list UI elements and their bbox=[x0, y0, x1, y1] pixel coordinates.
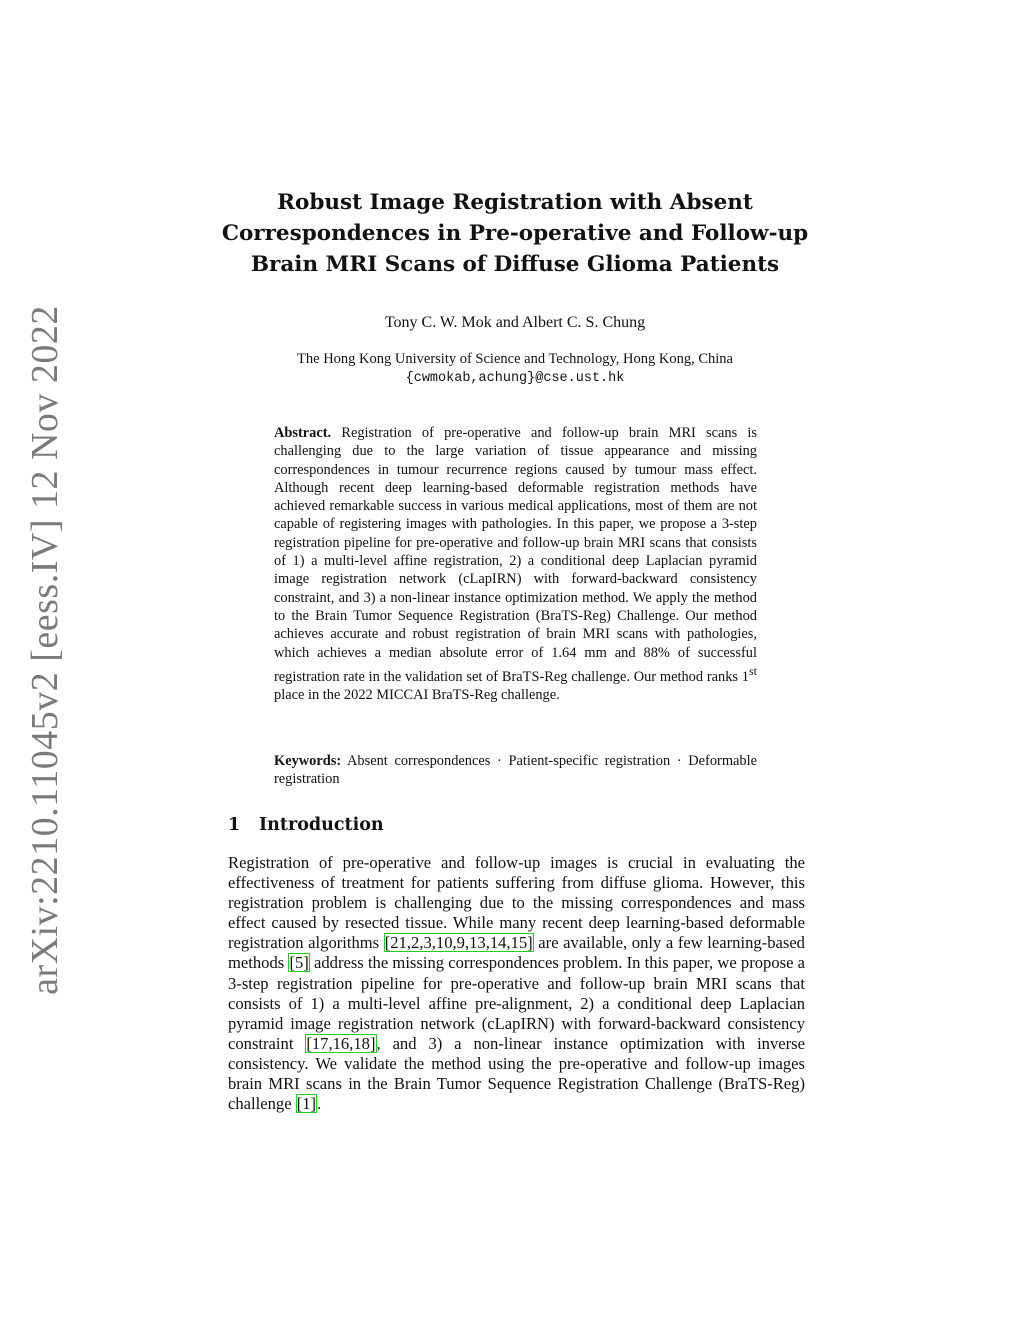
intro-text: are available, only a few learning-based methods bbox=[228, 933, 805, 973]
intro-text: address the missing correspondences problem. In this paper, we propose a 3-step registration pipeline for pre-operative and follow-up brain MRI scans that consists of 1) a multi-level affine pre-alignment, 2) a conditional deep Laplacian pyramid image registration network (cLapIRN) with forward-backward consistency constraint bbox=[228, 953, 805, 1053]
section-heading bbox=[228, 815, 384, 835]
abstract bbox=[274, 424, 757, 704]
section-number: 1 bbox=[228, 815, 241, 835]
paper-title bbox=[180, 187, 850, 280]
intro-text: , and 3) a non-linear instance optimization with inverse consistency. We validate the method using the pre-operative and follow-up images brain MRI scans in the Brain Tumor Sequence Registration Challenge (BraTS-Reg) challenge bbox=[228, 1033, 805, 1114]
keywords-label: Keywords: bbox=[274, 753, 342, 769]
email[interactable]: {cwmokab,achung}@cse.ust.hk bbox=[405, 371, 625, 386]
title-line: Correspondences in Pre-operative and Follow-up bbox=[221, 221, 809, 246]
citation-link[interactable]: [1] bbox=[296, 1094, 317, 1114]
abstract-superscript: st bbox=[748, 663, 757, 678]
keywords bbox=[274, 752, 757, 789]
title-line: Brain MRI Scans of Diffuse Glioma Patients bbox=[250, 252, 780, 277]
abstract-text: Registration of pre-operative and follow-up brain MRI scans is challenging due to the large variation of tissue appearance and missing correspondences in tumour recurrence regions caused by tumour mass effect. Although recent deep learning-based deformable registration methods have achieved remarkable success in various medical applications, most of them are not capable of registering images with pathologies. In this paper, we propose a 3-step registration pipeline for pre-operative and follow-up brain MRI scans that consists of 1) a multi-level affine registration, 2) a conditional deep Laplacian pyramid image registration network (cLapIRN) with forward-backward consistency constraint, and 3) a non-linear instance optimization method. We apply the method to the Brain Tumor Sequence Registration (BraTS-Reg) Challenge. Our method achieves accurate and robust registration of brain MRI scans with pathologies, which achieves a median absolute error of 1.64 mm and 88% of successful registration rate in the validation set of BraTS-Reg challenge. Our method ranks 1 bbox=[274, 425, 757, 685]
affiliation: The Hong Kong University of Science and Technology, Hong Kong, China bbox=[297, 351, 733, 367]
abstract-text-end: place in the 2022 MICCAI BraTS-Reg challenge. bbox=[274, 686, 560, 703]
affiliation-block bbox=[180, 350, 850, 388]
abstract-label: Abstract. bbox=[274, 425, 332, 441]
citation-link[interactable]: [17,16,18] bbox=[306, 1033, 376, 1053]
title-line: Robust Image Registration with Absent bbox=[277, 190, 753, 215]
intro-text: . bbox=[317, 1094, 322, 1114]
intro-paragraph bbox=[228, 853, 805, 1114]
section-title: Introduction bbox=[259, 815, 384, 835]
keywords-text: Absent correspondences · Patient-specific registration · Deformable registration bbox=[274, 753, 757, 788]
arxiv-identifier: arXiv:2210.11045v2 [eess.IV] 12 Nov 2022 bbox=[24, 305, 66, 995]
authors: Tony C. W. Mok and Albert C. S. Chung bbox=[384, 314, 646, 331]
citation-link[interactable]: [5] bbox=[289, 953, 309, 973]
citation-link[interactable]: [21,2,3,10,9,13,14,15] bbox=[384, 933, 533, 953]
intro-text: Registration of pre-operative and follow-up images is crucial in evaluating the effectiveness of treatment for patients suffering from diffuse glioma. However, this registration problem is challenging due to the missing correspondences and mass effect caused by resected tissue. While many recent deep learning-based deformable registration algorithms bbox=[228, 853, 805, 953]
